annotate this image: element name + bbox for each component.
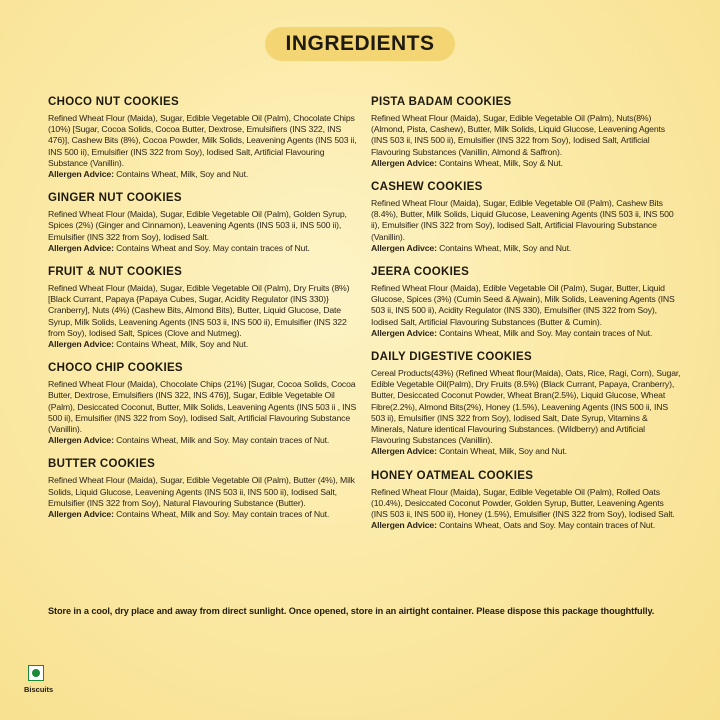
cookie-name: JEERA COOKIES xyxy=(371,266,470,279)
cookie-section xyxy=(48,96,358,180)
ingredients-text: Refined Wheat Flour (Maida), Sugar, Edible Vegetable Oil (Palm), Golden Syrup, Spices (2%) (Ginger and Cinnamon), Leavening Agents (INS 503 ii, INS 500 ii), Emulsifier (INS 322 from Soy), Iodised Salt. xyxy=(48,209,347,242)
allergen-label: Allergen Adivce: xyxy=(371,242,437,253)
allergen-text: Contain Wheat, Milk, Soy and Nut. xyxy=(436,446,567,457)
cookie-name: DAILY DIGESTIVE COOKIES xyxy=(371,351,532,364)
allergen-text: Contains Wheat, Milk, Soy and Nut. xyxy=(113,339,249,350)
ingredients-text: Cereal Products(43%) (Refined Wheat flour(Maida), Oats, Rice, Ragi, Corn), Sugar, Edible Vegetable Oil(Palm), Dry Fruits (8.5%) (Black Currant, Papaya, Cranberry), Butter, Desiccated Coconut Powder, Wheat Bran(2.5%), Liquid Glucose, Wheat Fibre(2.2%), Almond Bits(2%), Honey (1.5%), Leavening Agents (INS 500 ii, INS 503 ii), Emulsifier (INS 322 from Soy), Iodised Salt, Date Syrup, Vitamins & Minerals, Nature identical Flavouring Substances. (Wildberry) and Artificial Flavouring Substances (Vanillin). xyxy=(371,368,681,446)
allergen-text: Contains Wheat and Soy. May contain traces of Nut. xyxy=(113,242,310,253)
allergen-text: Contains Wheat, Milk and Soy. May contain traces of Nut. xyxy=(113,435,330,446)
ingredients-text: Refined Wheat Flour (Maida), Sugar, Edible Vegetable Oil (Palm), Nuts(8%) (Almond, Pista, Cashew), Butter, Milk Solids, Liquid Glucose, Leavening Agents (INS 503 ii, INS 500 ii), Emulsifier (INS 322 from Soy), Iodised Salt, Artificial Flavouring Substances (Vanillin, Almond & Saffron). xyxy=(371,113,665,157)
cookie-name: BUTTER COOKIES xyxy=(48,458,156,471)
cookie-section xyxy=(48,458,358,520)
cookie-section xyxy=(48,266,358,350)
ingredients-text: Refined Wheat Flour (Maida), Sugar, Edible Vegetable Oil (Palm), Rolled Oats (10.4%), Desiccated Coconut Powder, Golden Syrup, Butter, Leavening Agents (INS 503 ii, INS 500 ii), Honey (1.5%), Emulsifier (INS 322 from Soy), Iodised Salt. xyxy=(371,486,675,520)
ingredients-text: Refined Wheat Flour (Maida), Sugar, Edible Vegetable Oil (Palm), Butter (4%), Milk Solids, Liquid Glucose, Leavening Agents (INS 503 ii, INS 500 ii), Iodised Salt, Emulsifier (INS 322 from Soy), Natural Flavouring Substance (Butter). xyxy=(48,475,355,508)
allergen-label: Allergen Advice: xyxy=(48,242,114,253)
cookie-section xyxy=(371,181,681,254)
cookie-name: CASHEW COOKIES xyxy=(371,181,483,194)
allergen-label: Allergen Advice: xyxy=(48,435,114,446)
ingredients-text: Refined Wheat Flour (Maida), Sugar, Edible Vegetable Oil (Palm), Cashew Bits (8.4%), Butter, Milk Solids, Liquid Glucose, Leavening Agents (INS 503 ii, INS 500 ii), Emulsifier (INS 322 from Soy), Iodised Salt, Artificial Flavouring Substance (Vanillin). xyxy=(371,198,674,242)
allergen-label: Allergen Advice: xyxy=(371,446,437,457)
ingredients-text: Refined Wheat Flour (Maida), Chocolate Chips (21%) [Sugar, Cocoa Solids, Cocoa Butter, Dextrose, Emulsifiers (INS 322, INS 476)], Sugar, Edible Vegetable Oil (Palm), Desiccated Coconut, Butter, Milk Solids, Leavening Agents (INS 503 ii , INS 500 ii), Emulsifier (INS 322 from Soy), Iodised Salt, Artificial Flavouring Substance (Vanillin). xyxy=(48,379,357,435)
cookie-section xyxy=(371,470,681,532)
allergen-text: Contains Wheat, Milk, Soy and Nut. xyxy=(436,242,572,253)
allergen-advice xyxy=(371,158,681,169)
cookie-section xyxy=(48,192,358,254)
cookie-section xyxy=(371,351,681,458)
veg-dot xyxy=(32,669,40,677)
allergen-text: Contains Wheat, Milk and Soy. May contain traces of Nut. xyxy=(436,327,653,338)
allergen-advice xyxy=(371,328,681,339)
ingredients-text: Refined Wheat Flour (Maida), Sugar, Edible Vegetable Oil (Palm), Chocolate Chips (10%) [Sugar, Cocoa Solids, Cocoa Butter, Dextrose, Emulsifiers (INS 322, INS 476)], Cashew Bits (8%), Cocoa Powder, Milk Solids, Leavening Agents (INS 503 ii, INS 500 ii), Emulsifier (INS 322 from Soy), Iodised Salt, Artificial Flavouring Substance (Vanillin). xyxy=(48,113,357,168)
cookie-name: GINGER NUT COOKIES xyxy=(48,192,182,205)
cookie-name: PISTA BADAM COOKIES xyxy=(371,96,512,108)
ingredients-text: Refined Wheat Flour (Maida), Sugar, Edible Vegetable Oil (Palm), Dry Fruits (8%) [Black Currant, Papaya {Papaya Cubes, Sugar, Acidity Regulator (INS 330)} Cranberry], Nuts (4%) (Cashew Bits, Almond Bits), Butter, Liquid Glucose, Date Syrup, Milk Solids, Leavening Agents (INS 503 ii, INS 500 ii), Emulsifier (INS 322 from Soy), Iodised Salt, Spices (Clove and Nutmeg). xyxy=(48,283,350,338)
ingredients-text: Refined Wheat Flour (Maida), Edible Vegetable Oil (Palm), Sugar, Butter, Liquid Glucose, Spices (3%) (Cumin Seed & Ajwain), Milk Solids, Leavening Agents (INS 503 ii, INS 500 ii), Acidity Regulator (INS 330), Emulsifier (INS 322 from Soy), Iodised Salt, Artificial Flavouring Substances (Butter & Cumin). xyxy=(371,283,675,327)
allergen-advice xyxy=(371,520,681,531)
allergen-advice xyxy=(48,339,358,350)
allergen-advice xyxy=(371,446,681,457)
cookie-name: CHOCO NUT COOKIES xyxy=(48,96,179,108)
cookie-name: HONEY OATMEAL COOKIES xyxy=(371,469,534,482)
allergen-label: Allergen Advice: xyxy=(48,509,114,520)
allergen-text: Contains Wheat, Milk, Soy & Nut. xyxy=(436,157,563,168)
allergen-advice xyxy=(371,243,681,254)
allergen-label: Allergen Advice: xyxy=(371,327,437,338)
allergen-text: Contains Wheat, Oats and Soy. May contain traces of Nut. xyxy=(436,520,656,531)
veg-label: Biscuits xyxy=(24,685,54,694)
allergen-advice xyxy=(48,435,358,446)
cookie-section xyxy=(371,266,681,339)
cookie-section xyxy=(48,362,358,446)
allergen-label: Allergen Advice: xyxy=(371,520,437,531)
allergen-label: Allergen Advice: xyxy=(371,157,437,168)
page-title: INGREDIENTS xyxy=(285,32,435,55)
allergen-advice xyxy=(48,169,358,180)
allergen-advice xyxy=(48,509,358,520)
veg-symbol-icon xyxy=(28,665,44,681)
cookie-name: CHOCO CHIP COOKIES xyxy=(48,362,183,375)
storage-note: Store in a cool, dry place and away from direct sunlight. Once opened, store in an airtight container. Please dispose this package thoughtfully. xyxy=(48,606,655,616)
cookie-section xyxy=(371,96,681,169)
allergen-text: Contains Wheat, Milk and Soy. May contain traces of Nut. xyxy=(113,509,330,520)
left-column xyxy=(48,96,358,532)
allergen-text: Contains Wheat, Milk, Soy and Nut. xyxy=(113,169,249,180)
allergen-label: Allergen Advice: xyxy=(48,169,114,180)
cookie-name: FRUIT & NUT COOKIES xyxy=(48,266,183,279)
allergen-advice xyxy=(48,243,358,254)
title-banner xyxy=(265,27,455,61)
allergen-label: Allergen Advice: xyxy=(48,339,114,350)
right-column xyxy=(371,96,681,543)
